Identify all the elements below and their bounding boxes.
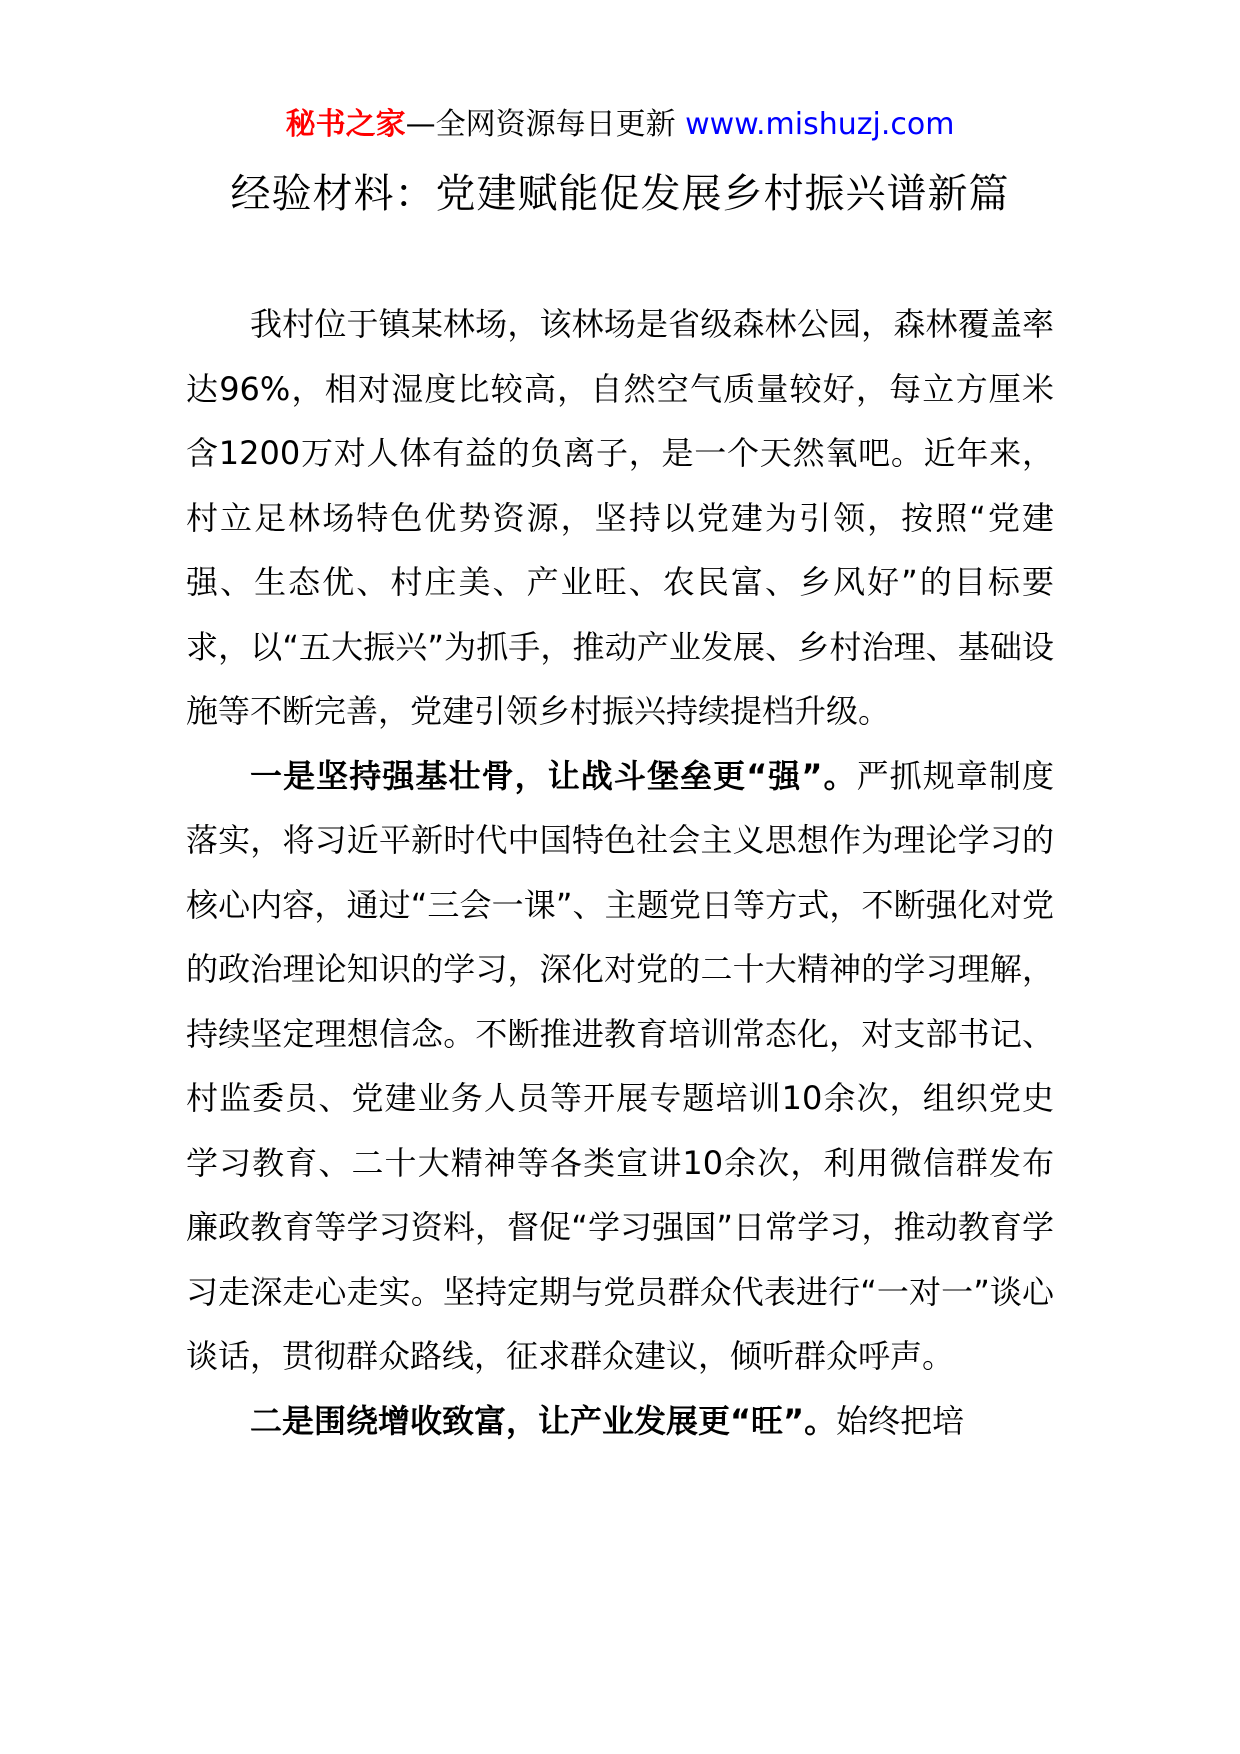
- paragraph-text: 严抓规章制度落实，将习近平新时代中国特色社会主义思想作为理论学习的核心内容，通过“三会一课”、主题党日等方式，不断强化对党的政治理论知识的学习，深化对党的二十大精神的学习理解，持续坚定理想信念。不断推进教育培训常态化，对支部书记、村监委员、党建业务人员等开展专题培训10余次，组织党史学习教育、二十大精神等各类宣讲10余次，利用微信群发布廉政教育等学习资料，督促“学习强国”日常学习，推动教育学习走深走心走实。坚持定期与党员群众代表进行“一对一”谈心谈话，贯彻群众路线，征求群众建议，倾听群众呼声。: [186, 756, 1054, 1375]
- site-header: [0, 98, 1240, 152]
- paragraph-intro: [186, 292, 1054, 744]
- site-tagline: —全网资源每日更新: [405, 107, 676, 142]
- paragraph-text: 始终把培: [836, 1401, 965, 1440]
- paragraph-heading: 一是坚持强基壮骨，让战斗堡垒更“强”。: [250, 756, 857, 795]
- site-url-link[interactable]: www.mishuzj.com: [685, 107, 955, 142]
- document-title: 经验材料：党建赋能促发展乡村振兴谱新篇: [230, 171, 1010, 217]
- paragraph-text: 我村位于镇某林场，该林场是省级森林公园，森林覆盖率达96%，相对湿度比较高，自然空气质量较好，每立方厘米含1200万对人体有益的负离子，是一个天然氧吧。近年来，村立足林场特色优势资源，坚持以党建为引领，按照“党建强、生态优、村庄美、产业旺、农民富、乡风好”的目标要求，以“五大振兴”为抓手，推动产业发展、乡村治理、基础设施等不断完善，党建引领乡村振兴持续提档升级。: [186, 305, 1054, 730]
- paragraph-heading: 二是围绕增收致富，让产业发展更“旺”。: [250, 1401, 837, 1440]
- paragraph-section-one: [186, 744, 1054, 1389]
- paragraph-section-two: [186, 1389, 1054, 1454]
- brand-name: 秘书之家: [285, 107, 406, 142]
- document-body: [186, 292, 1054, 1453]
